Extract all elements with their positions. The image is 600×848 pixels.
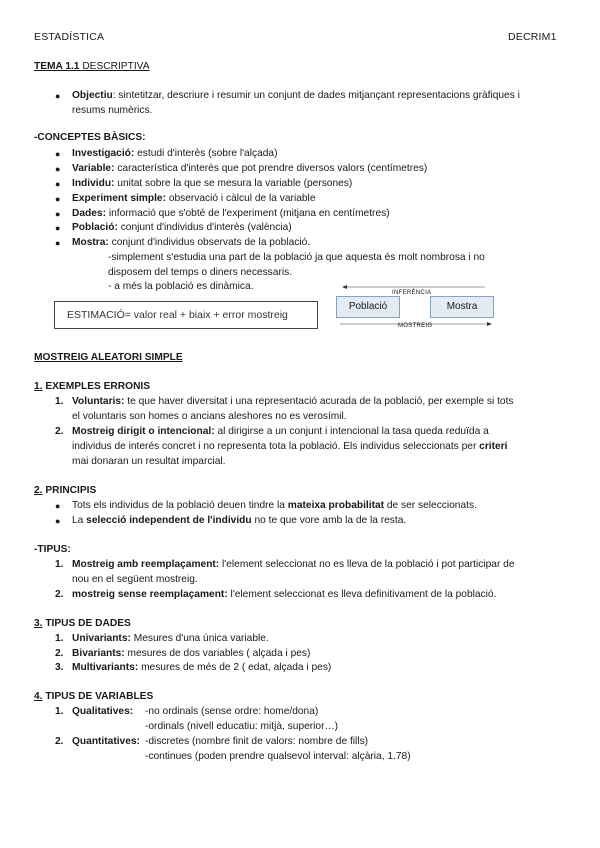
bullet-icon: ● <box>55 209 61 219</box>
tipus-label: mostreig sense reemplaçament: <box>72 589 228 600</box>
tipus-text: l'element seleccionat es lleva definitivament de la població. <box>227 589 497 600</box>
data-type-text: mesures de dos variables ( alçada i pes) <box>124 648 311 659</box>
concept-text: informació que s'obté de l'experiment (mitjana en centímetres) <box>105 208 390 219</box>
bullet-icon: ● <box>55 164 61 174</box>
concept-item <box>72 147 277 162</box>
error-example-text: te que haver diversitat i una representació acurada de la població, per exemple si tots <box>124 396 514 407</box>
inference-diagram <box>330 282 500 332</box>
error-example-label: Mostreig dirigit o intencional: <box>72 426 215 437</box>
header-code: DECRIM1 <box>508 31 557 43</box>
principle-text: La <box>72 515 87 526</box>
concept-item <box>72 207 390 222</box>
list-number: 1. <box>55 396 64 407</box>
principle-text: Tots els individus de la població deuen tindre la <box>72 500 288 511</box>
objective-line-2: resums numèrics. <box>72 105 153 116</box>
data-type-item <box>72 647 310 662</box>
formula-box <box>54 301 318 329</box>
concept-label: Experiment simple: <box>72 193 166 204</box>
list-number: 2. <box>55 589 64 600</box>
error-example-bold: criteri <box>479 441 508 452</box>
concept-text: conjunt d'individus observats de la població. <box>108 237 311 248</box>
mostra-note: -simplement s'estudia una part de la població ja que aquesta és molt nombrosa i no <box>108 252 485 263</box>
variable-type-text: -discretes (nombre finit de valors: nombre de fills) <box>145 736 369 747</box>
tipus-text: l'element seleccionat no es lleva de la població i pot participar de <box>219 559 515 570</box>
s1-heading <box>34 380 150 395</box>
concept-label: Variable: <box>72 163 115 174</box>
concept-label: Població: <box>72 222 118 233</box>
bullet-icon: ● <box>55 91 61 101</box>
s3-heading <box>34 617 131 632</box>
principle-bold: mateixa probabilitat <box>287 500 385 511</box>
list-number: 2. <box>55 648 64 659</box>
variable-type-label: Qualitatives: <box>72 706 134 717</box>
s2-heading-number: 2. <box>34 485 43 496</box>
section-title-number: TEMA 1.1 <box>34 61 80 72</box>
data-type-item <box>72 661 331 676</box>
data-type-item <box>72 632 269 647</box>
tipus-line <box>72 558 515 573</box>
list-number: 3. <box>55 662 64 673</box>
concept-item <box>72 221 292 236</box>
bullet-icon: ● <box>55 194 61 204</box>
tipus-heading: -TIPUS: <box>34 544 71 555</box>
error-example-label: Voluntaris: <box>72 396 125 407</box>
error-example-line: mai donaran un resultat imparcial. <box>72 456 226 467</box>
error-example-line <box>72 425 489 440</box>
objective-label: Objectiu <box>72 90 113 101</box>
concept-item <box>72 177 352 192</box>
concept-item <box>72 162 427 177</box>
bullet-icon: ● <box>55 149 61 159</box>
objective-text: : sintetitzar, descriure i resumir un conjunt de dades mitjançant representacions gràfiques i <box>112 90 520 101</box>
sampling-label: MOSTREIG <box>398 323 433 329</box>
s1-heading-text: EXEMPLES ERRONIS <box>42 381 151 392</box>
concept-label: Investigació: <box>72 148 135 159</box>
concept-text: conjunt d'individus d'interès (valència) <box>117 222 292 233</box>
list-number: 1. <box>55 559 64 570</box>
principle-bold: selecció independent de l'individu <box>86 515 252 526</box>
principle-text: no te que vore amb la de la resta. <box>251 515 407 526</box>
concept-item <box>72 236 310 251</box>
s1-heading-number: 1. <box>34 381 43 392</box>
s4-heading <box>34 690 153 705</box>
error-example-line <box>72 395 514 410</box>
error-example-text: al dirigirse a un conjunt i intencional la tasa queda reduïda a <box>214 426 489 437</box>
list-number: 1. <box>55 706 64 717</box>
s2-heading <box>34 484 96 499</box>
concept-label: Individu: <box>72 178 115 189</box>
tipus-line <box>72 588 496 603</box>
sample-box: Mostra <box>430 296 494 318</box>
concepts-heading: -CONCEPTES BÀSICS: <box>34 132 146 143</box>
concept-label: Dades: <box>72 208 106 219</box>
error-example-text: individus de interés concret i no representa tota la població. Els individus seleccionats per <box>72 441 480 452</box>
error-example-line: el voluntaris son homes o ancians aleshores no es verosímil. <box>72 411 347 422</box>
list-number: 2. <box>55 736 64 747</box>
header-subject: ESTADÍSTICA <box>34 31 105 43</box>
data-type-label: Multivariants: <box>72 662 139 673</box>
section-title-text: DESCRIPTIVA <box>79 61 150 72</box>
bullet-icon: ● <box>55 223 61 233</box>
mostra-note: - a més la població es dinàmica. <box>108 281 254 292</box>
principle-item <box>72 514 406 529</box>
s3-heading-number: 3. <box>34 618 43 629</box>
inference-label: INFERÈNCIA <box>392 290 432 296</box>
s2-heading-text: PRINCIPIS <box>42 485 97 496</box>
formula-text: ESTIMACIÓ= valor real + biaix + error mostreig <box>67 309 288 321</box>
concept-text: unitat sobre la que se mesura la variable (persones) <box>114 178 353 189</box>
tipus-label: Mostreig amb reemplaçament: <box>72 559 220 570</box>
population-box: Població <box>336 296 400 318</box>
list-number: 1. <box>55 633 64 644</box>
principle-text: de ser seleccionats. <box>384 500 477 511</box>
mostra-note: disposem del temps o diners necessaris. <box>108 267 293 278</box>
tipus-line: nou en el següent mostreig. <box>72 574 198 585</box>
objective-line-1 <box>72 89 520 104</box>
error-example-line <box>72 440 508 455</box>
section-title <box>34 60 150 75</box>
bullet-icon: ● <box>55 501 61 511</box>
concept-label: Mostra: <box>72 237 109 248</box>
data-type-label: Univariants: <box>72 633 131 644</box>
variable-type-text: -continues (poden prendre qualsevol interval: alçària, 1.78) <box>145 751 411 762</box>
variable-type-text: -ordinals (nivell educatiu: mitjà, superior…) <box>145 721 339 732</box>
concept-text: característica d'interès que pot prendre diversos valors (centímetres) <box>114 163 428 174</box>
mostreig-title: MOSTREIG ALEATORI SIMPLE <box>34 352 183 363</box>
data-type-text: mesures de més de 2 ( edat, alçada i pes) <box>138 662 332 673</box>
concept-text: observació i càlcul de la variable <box>165 193 316 204</box>
variable-type-text: -no ordinals (sense ordre: home/dona) <box>145 706 319 717</box>
bullet-icon: ● <box>55 516 61 526</box>
s3-heading-text: TIPUS DE DADES <box>42 618 131 629</box>
bullet-icon: ● <box>55 238 61 248</box>
s4-heading-number: 4. <box>34 691 43 702</box>
variable-type-label: Quantitatives: <box>72 736 140 747</box>
data-type-label: Bivariants: <box>72 648 125 659</box>
list-number: 2. <box>55 426 64 437</box>
principle-item <box>72 499 477 514</box>
concept-item <box>72 192 315 207</box>
bullet-icon: ● <box>55 179 61 189</box>
s4-heading-text: TIPUS DE VARIABLES <box>42 691 154 702</box>
concept-text: estudi d'interès (sobre l'alçada) <box>134 148 278 159</box>
data-type-text: Mesures d'una única variable. <box>130 633 269 644</box>
